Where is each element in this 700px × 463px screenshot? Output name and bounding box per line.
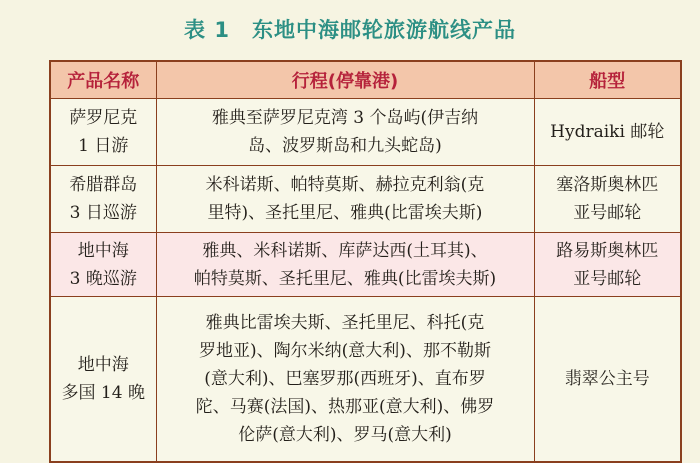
itinerary-text: 雅典至萨罗尼克湾 3 个岛屿(伊吉纳 岛、波罗斯岛和九头蛇岛) <box>211 108 479 156</box>
product-name-cell <box>50 99 156 166</box>
product-name-cell <box>50 233 156 297</box>
header-product-name: 产品名称 <box>50 61 156 99</box>
itinerary-text: 雅典、米科诺斯、库萨达西(土耳其)、 帕特莫斯、圣托里尼、雅典(比雷埃夫斯) <box>193 240 497 289</box>
table-title: 表 1 东地中海邮轮旅游航线产品 <box>184 18 516 42</box>
itinerary-cell <box>156 233 534 297</box>
product-name: 地中海 3 晚巡游 <box>69 240 137 289</box>
ship-cell <box>534 233 681 297</box>
ship-cell <box>534 297 681 463</box>
cruise-routes-table <box>49 60 682 463</box>
ship-name: 路易斯奥林匹 亚号邮轮 <box>556 240 659 289</box>
ship-cell <box>534 99 681 166</box>
itinerary-text: 米科诺斯、帕特莫斯、赫拉克利翁(克 里特)、圣托里尼、雅典(比雷埃夫斯) <box>205 175 485 223</box>
itinerary-text: 雅典比雷埃夫斯、圣托里尼、科托(克 罗地亚)、陶尔米纳(意大利)、那不勒斯 (意大利)、巴塞罗那(西班牙)、直布罗 陀、马赛(法国)、热那亚(意大利)、佛罗 伦萨(意大利)、罗马(意大利) <box>195 313 495 445</box>
ship-name: Hydraiki 邮轮 <box>550 122 665 142</box>
header-ship-type: 船型 <box>534 61 681 99</box>
table-header-row <box>50 61 681 99</box>
itinerary-cell <box>156 166 534 233</box>
header-itinerary: 行程(停靠港) <box>156 61 534 99</box>
itinerary-cell <box>156 297 534 463</box>
product-name: 地中海 多国 14 晚 <box>61 355 145 403</box>
ship-name: 翡翠公主号 <box>564 369 650 389</box>
ship-name: 塞洛斯奥林匹 亚号邮轮 <box>556 175 659 223</box>
product-name: 萨罗尼克 1 日游 <box>69 108 138 156</box>
table-row <box>50 99 681 166</box>
product-name: 希腊群岛 3 日巡游 <box>69 175 138 223</box>
product-name-cell <box>50 297 156 463</box>
itinerary-cell <box>156 99 534 166</box>
table-row <box>50 233 681 297</box>
ship-cell <box>534 166 681 233</box>
table-row <box>50 166 681 233</box>
product-name-cell <box>50 166 156 233</box>
table-row <box>50 297 681 463</box>
